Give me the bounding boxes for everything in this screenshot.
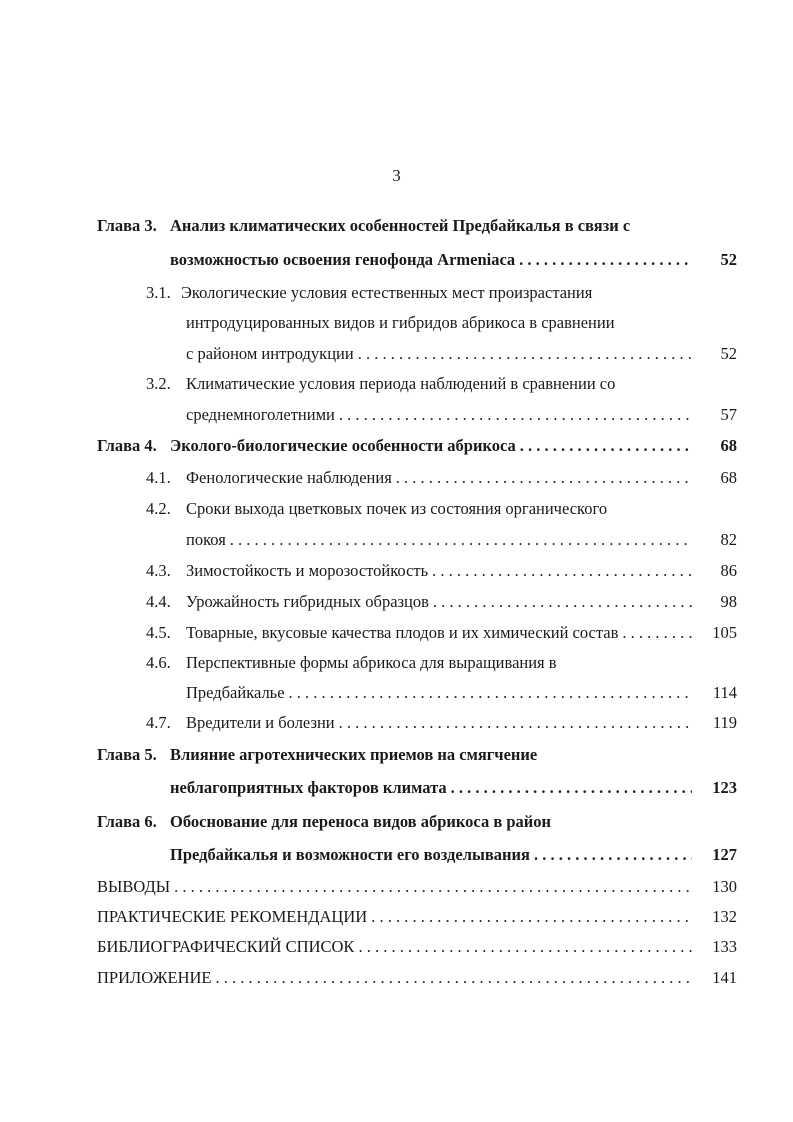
- chapter-title-cont: неблагоприятных факторов климата: [170, 778, 447, 797]
- toc-recommendations[interactable]: [0, 905, 793, 929]
- section-title-cont: среднемноголетними: [186, 405, 335, 424]
- chapter-label: Глава 5.: [97, 745, 157, 764]
- toc-section-4-6-line2[interactable]: [0, 681, 793, 705]
- toc-section-4-2-line2[interactable]: [0, 528, 793, 552]
- page-ref: 68: [720, 468, 737, 487]
- conclusions-label: ВЫВОДЫ: [97, 877, 171, 896]
- chapter-title-cont: Предбайкалья и возможности его возделывания: [170, 845, 530, 864]
- chapter-label: Глава 3.: [97, 216, 157, 235]
- dot-leader: [433, 590, 692, 614]
- toc-section-4-6-line1: [0, 651, 793, 675]
- section-number: 4.4.: [146, 592, 171, 611]
- page-ref: 82: [720, 530, 737, 549]
- dot-leader: [289, 681, 692, 705]
- page-number: 3: [392, 166, 401, 185]
- section-title: Фенологические наблюдения: [186, 468, 392, 487]
- section-title: Зимостойкость и морозостойкость: [186, 561, 429, 580]
- section-title: Сроки выхода цветковых почек из состояния органического: [186, 499, 608, 518]
- toc-section-4-5[interactable]: [0, 621, 793, 645]
- dot-leader: [358, 342, 692, 366]
- page-ref: 68: [720, 436, 737, 455]
- page-ref: 57: [720, 405, 737, 424]
- dot-leader: [174, 875, 692, 899]
- page-ref: 127: [712, 845, 737, 864]
- toc-section-3-1-line2: [0, 311, 793, 335]
- toc-section-4-7[interactable]: [0, 711, 793, 735]
- chapter-title: Анализ климатических особенностей Предбайкалья в связи с: [170, 216, 631, 235]
- toc-chapter-5-line1: [0, 743, 793, 767]
- dot-leader: [230, 528, 692, 552]
- section-number: 4.7.: [146, 713, 171, 732]
- toc-chapter-3-line2[interactable]: [0, 248, 793, 272]
- section-title: Перспективные формы абрикоса для выращивания в: [186, 653, 557, 672]
- toc-conclusions[interactable]: [0, 875, 793, 899]
- section-title-cont: покоя: [186, 530, 226, 549]
- dot-leader: [396, 466, 692, 490]
- chapter-title: Влияние агротехнических приемов на смягчение: [170, 745, 538, 764]
- dot-leader: [451, 776, 692, 800]
- section-title-cont: Предбайкалье: [186, 683, 285, 702]
- toc-chapter-5-line2[interactable]: [0, 776, 793, 800]
- toc-section-4-2-line1: [0, 497, 793, 521]
- toc-section-3-1-line1: [0, 281, 793, 305]
- page-ref: 132: [712, 907, 737, 926]
- toc-section-3-2-line1: [0, 372, 793, 396]
- section-title: Вредители и болезни: [186, 713, 335, 732]
- toc-chapter-4[interactable]: [0, 434, 793, 458]
- dot-leader: [339, 403, 692, 427]
- section-number: 4.6.: [146, 653, 171, 672]
- dot-leader: [534, 843, 692, 867]
- chapter-title: Обоснование для переноса видов абрикоса в район: [170, 812, 552, 831]
- toc-section-3-2-line2[interactable]: [0, 403, 793, 427]
- page-ref: 98: [720, 592, 737, 611]
- chapter-title: Эколого-биологические особенности абрикоса: [170, 436, 516, 455]
- page-ref: 86: [720, 561, 737, 580]
- section-number: 3.2.: [146, 374, 171, 393]
- section-number: 4.3.: [146, 561, 171, 580]
- section-title: Урожайность гибридных образцов: [186, 592, 429, 611]
- section-title: Экологические условия естественных мест произрастания: [181, 283, 593, 302]
- toc-chapter-6-line2[interactable]: [0, 843, 793, 867]
- page-ref: 123: [712, 778, 737, 797]
- section-title: Климатические условия периода наблюдений в сравнении со: [186, 374, 616, 393]
- page-ref: 133: [712, 937, 737, 956]
- section-number: 4.5.: [146, 623, 171, 642]
- section-title-cont: интродуцированных видов и гибридов абрикоса в сравнении: [186, 313, 615, 332]
- toc-section-4-1[interactable]: [0, 466, 793, 490]
- page-ref: 119: [712, 713, 737, 732]
- toc-appendix[interactable]: [0, 966, 793, 990]
- bibliography-label: БИБЛИОГРАФИЧЕСКИЙ СПИСОК: [97, 937, 355, 956]
- dot-leader: [432, 559, 692, 583]
- dot-leader: [215, 966, 692, 990]
- section-number: 3.1.: [146, 283, 171, 302]
- page-ref: 130: [712, 877, 737, 896]
- appendix-label: ПРИЛОЖЕНИЕ: [97, 968, 212, 987]
- section-number: 4.2.: [146, 499, 171, 518]
- page-ref: 114: [712, 683, 737, 702]
- chapter-label: Глава 6.: [97, 812, 157, 831]
- dot-leader: [358, 935, 692, 959]
- dot-leader: [622, 621, 692, 645]
- section-title: Товарные, вкусовые качества плодов и их химический состав: [186, 623, 619, 642]
- dot-leader: [520, 434, 692, 458]
- page-ref: 52: [720, 250, 737, 269]
- page-ref: 105: [712, 623, 737, 642]
- dot-leader: [371, 905, 692, 929]
- toc-chapter-3-line1: [0, 214, 793, 238]
- dot-leader: [519, 248, 692, 272]
- toc-section-4-3[interactable]: [0, 559, 793, 583]
- toc-section-3-1-line3[interactable]: [0, 342, 793, 366]
- toc-section-4-4[interactable]: [0, 590, 793, 614]
- chapter-title-cont: возможностью освоения генофонда Armeniaca: [170, 250, 516, 269]
- page-ref: 141: [712, 968, 737, 987]
- dot-leader: [339, 711, 692, 735]
- toc-chapter-6-line1: [0, 810, 793, 834]
- chapter-label: Глава 4.: [97, 436, 157, 455]
- section-title-cont: с районом интродукции: [186, 344, 354, 363]
- recommendations-label: ПРАКТИЧЕСКИЕ РЕКОМЕНДАЦИИ: [97, 907, 368, 926]
- toc-bibliography[interactable]: [0, 935, 793, 959]
- section-number: 4.1.: [146, 468, 171, 487]
- page-ref: 52: [720, 344, 737, 363]
